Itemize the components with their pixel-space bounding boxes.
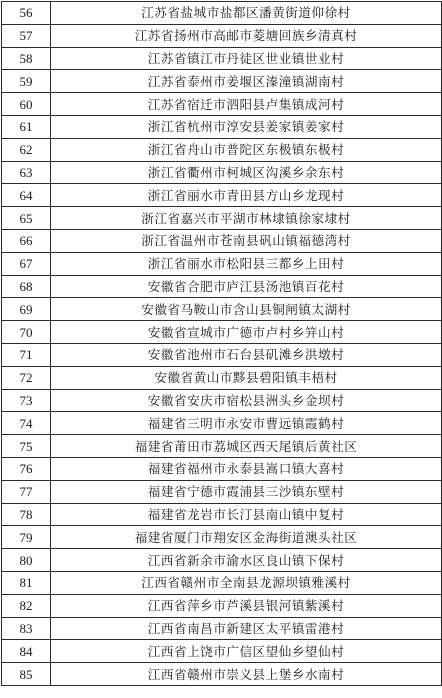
village-name-cell: 浙江省衢州市柯城区沟溪乡余东村: [51, 161, 442, 184]
row-number-cell: 72: [2, 366, 51, 389]
village-name-cell: 安徽省安庆市宿松县洲头乡金坝村: [51, 389, 442, 412]
table-row: [2, 321, 442, 344]
table-row: [2, 184, 442, 207]
village-name-cell: 江西省新余市渝水区良山镇下保村: [51, 549, 442, 572]
village-name-cell: 江苏省泰州市姜堰区溱潼镇湖南村: [51, 70, 442, 93]
village-name-cell: 浙江省丽水市青田县方山乡龙现村: [51, 184, 442, 207]
village-name-cell: 江西省萍乡市芦溪县银河镇紫溪村: [51, 594, 442, 617]
village-list-sheet: [1, 1, 441, 686]
table-row: [2, 571, 442, 594]
village-name-cell: 福建省福州市永泰县嵩口镇大喜村: [51, 457, 442, 480]
row-number-cell: 74: [2, 412, 51, 435]
row-number-cell: 65: [2, 207, 51, 230]
table-row: [2, 412, 442, 435]
table-row: [2, 389, 442, 412]
row-number-cell: 62: [2, 138, 51, 161]
village-name-cell: 安徽省黄山市黟县碧阳镇丰梧村: [51, 366, 442, 389]
village-name-cell: 江苏省镇江市丹徒区世业镇世业村: [51, 47, 442, 70]
table-row: [2, 549, 442, 572]
village-name-cell: 浙江省杭州市淳安县姜家镇姜家村: [51, 115, 442, 138]
table-row: [2, 617, 442, 640]
row-number-cell: 60: [2, 93, 51, 116]
table-row: [2, 480, 442, 503]
row-number-cell: 84: [2, 640, 51, 663]
row-number-cell: 77: [2, 480, 51, 503]
village-name-cell: 江西省赣州市崇义县上堡乡水南村: [51, 663, 442, 686]
row-number-cell: 67: [2, 252, 51, 275]
row-number-cell: 64: [2, 184, 51, 207]
village-name-cell: 福建省厦门市翔安区金海街道澳头社区: [51, 526, 442, 549]
village-name-cell: 江西省南昌市新建区太平镇雷港村: [51, 617, 442, 640]
row-number-cell: 76: [2, 457, 51, 480]
row-number-cell: 70: [2, 321, 51, 344]
table-row: [2, 640, 442, 663]
table-row: [2, 343, 442, 366]
row-number-cell: 58: [2, 47, 51, 70]
village-name-cell: 安徽省池州市石台县矶滩乡洪墩村: [51, 343, 442, 366]
village-name-cell: 安徽省合肥市庐江县汤池镇百花村: [51, 275, 442, 298]
row-number-cell: 83: [2, 617, 51, 640]
village-name-cell: 江西省赣州市全南县龙源坝镇雅溪村: [51, 571, 442, 594]
village-name-cell: 浙江省温州市苍南县矾山镇福德湾村: [51, 229, 442, 252]
village-name-cell: 安徽省马鞍山市含山县铜闸镇太湖村: [51, 298, 442, 321]
village-name-cell: 浙江省嘉兴市平湖市林埭镇徐家埭村: [51, 207, 442, 230]
village-name-cell: 福建省龙岩市长汀县南山镇中复村: [51, 503, 442, 526]
village-name-cell: 福建省莆田市荔城区西天尾镇后黄社区: [51, 435, 442, 458]
village-name-cell: 江苏省宿迁市泗阳县卢集镇成河村: [51, 93, 442, 116]
table-row: [2, 503, 442, 526]
row-number-cell: 80: [2, 549, 51, 572]
table-row: [2, 526, 442, 549]
row-number-cell: 78: [2, 503, 51, 526]
row-number-cell: 85: [2, 663, 51, 686]
village-name-cell: 安徽省宣城市广德市卢村乡笄山村: [51, 321, 442, 344]
row-number-cell: 79: [2, 526, 51, 549]
table-row: [2, 115, 442, 138]
row-number-cell: 69: [2, 298, 51, 321]
row-number-cell: 63: [2, 161, 51, 184]
table-row: [2, 252, 442, 275]
row-number-cell: 59: [2, 70, 51, 93]
table-row: [2, 663, 442, 686]
table-row: [2, 93, 442, 116]
village-name-cell: 福建省三明市永安市曹远镇霞鹤村: [51, 412, 442, 435]
table-row: [2, 47, 442, 70]
table-row: [2, 298, 442, 321]
village-name-cell: 福建省宁德市霞浦县三沙镇东壁村: [51, 480, 442, 503]
row-number-cell: 82: [2, 594, 51, 617]
row-number-cell: 56: [2, 2, 51, 25]
row-number-cell: 57: [2, 24, 51, 47]
village-name-cell: 江苏省盐城市盐都区潘黄街道仰徐村: [51, 2, 442, 25]
village-name-cell: 浙江省舟山市普陀区东极镇东极村: [51, 138, 442, 161]
table-row: [2, 229, 442, 252]
row-number-cell: 81: [2, 571, 51, 594]
table-row: [2, 2, 442, 25]
row-number-cell: 66: [2, 229, 51, 252]
row-number-cell: 73: [2, 389, 51, 412]
table-row: [2, 435, 442, 458]
row-number-cell: 68: [2, 275, 51, 298]
village-name-cell: 浙江省丽水市松阳县三都乡上田村: [51, 252, 442, 275]
table-row: [2, 594, 442, 617]
row-number-cell: 75: [2, 435, 51, 458]
table-row: [2, 138, 442, 161]
row-number-cell: 61: [2, 115, 51, 138]
table-row: [2, 24, 442, 47]
village-name-cell: 江西省上饶市广信区望仙乡望仙村: [51, 640, 442, 663]
table-row: [2, 161, 442, 184]
table-row: [2, 70, 442, 93]
table-row: [2, 366, 442, 389]
table-row: [2, 207, 442, 230]
table-row: [2, 457, 442, 480]
row-number-cell: 71: [2, 343, 51, 366]
village-name-cell: 江苏省扬州市高邮市菱塘回族乡清真村: [51, 24, 442, 47]
table-row: [2, 275, 442, 298]
village-table: [1, 1, 442, 686]
village-table-body: [2, 2, 442, 686]
